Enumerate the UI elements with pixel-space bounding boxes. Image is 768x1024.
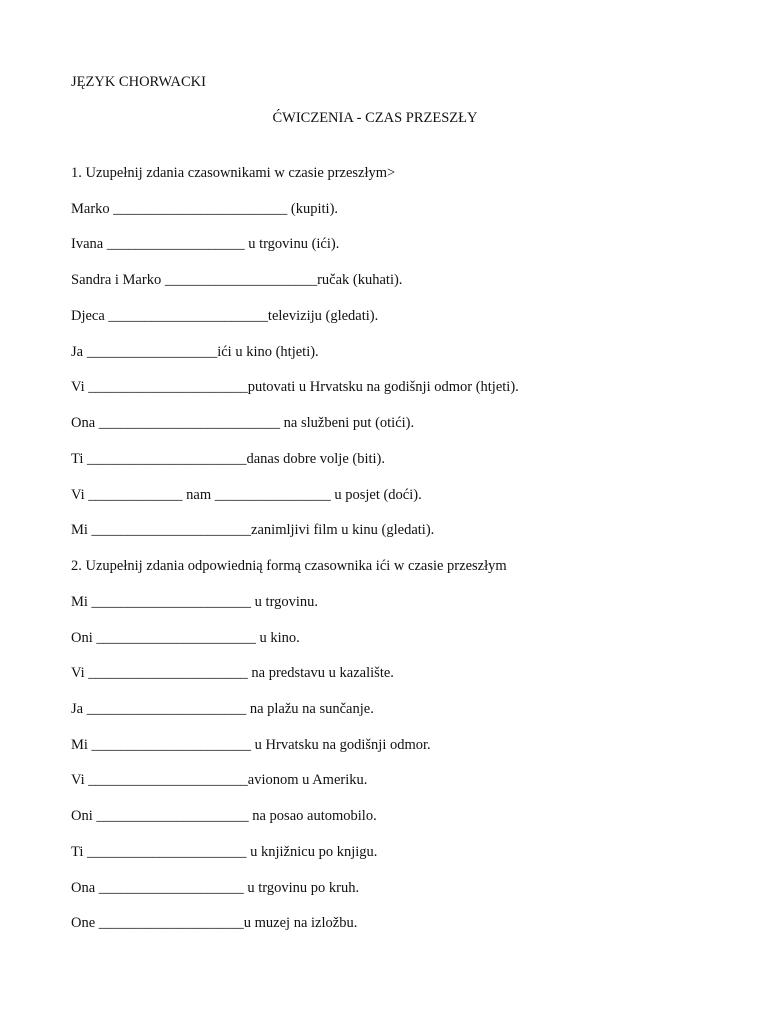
exercise1-sentence-3: Sandra i Marko _____________________ručak (kuhati). xyxy=(71,272,403,288)
exercise2-sentence-9: Ona ____________________ u trgovinu po kruh. xyxy=(71,880,360,896)
exercise1-instruction: 1. Uzupełnij zdania czasownikami w czasie przeszłym> xyxy=(71,165,396,181)
exercise2-sentence-8: Ti ______________________ u knjižnicu po knjigu. xyxy=(71,844,378,860)
exercise1-sentence-9: Vi _____________ nam ________________ u posjet (doći). xyxy=(71,487,422,503)
exercise2-sentence-6: Vi ______________________avionom u Ameriku. xyxy=(71,772,368,788)
exercise1-sentence-2: Ivana ___________________ u trgovinu (ići). xyxy=(71,236,340,252)
page-title: ĆWICZENIA - CZAS PRZESZŁY xyxy=(272,110,478,126)
language-header: JĘZYK CHORWACKI xyxy=(71,74,206,90)
exercise2-sentence-7: Oni _____________________ na posao automobilo. xyxy=(71,808,377,824)
exercise1-sentence-10: Mi ______________________zanimljivi film u kinu (gledati). xyxy=(71,522,435,538)
exercise2-sentence-3: Vi ______________________ na predstavu u kazalište. xyxy=(71,665,394,681)
exercise2-instruction: 2. Uzupełnij zdania odpowiednią formą czasownika ići w czasie przeszłym xyxy=(71,558,507,574)
exercise2-sentence-4: Ja ______________________ na plažu na sunčanje. xyxy=(71,701,374,717)
exercise1-sentence-8: Ti ______________________danas dobre volje (biti). xyxy=(71,451,386,467)
exercise1-sentence-5: Ja __________________ići u kino (htjeti). xyxy=(71,344,319,360)
exercise2-sentence-10: One ____________________u muzej na izložbu. xyxy=(71,915,358,931)
exercise1-sentence-1: Marko ________________________ (kupiti). xyxy=(71,201,339,217)
exercise2-sentence-2: Oni ______________________ u kino. xyxy=(71,630,300,646)
exercise2-sentence-5: Mi ______________________ u Hrvatsku na godišnji odmor. xyxy=(71,737,431,753)
exercise1-sentence-7: Ona _________________________ na službeni put (otići). xyxy=(71,415,415,431)
exercise1-sentence-4: Djeca ______________________televiziju (gledati). xyxy=(71,308,379,324)
exercise1-sentence-6: Vi ______________________putovati u Hrvatsku na godišnji odmor (htjeti). xyxy=(71,379,519,395)
exercise2-sentence-1: Mi ______________________ u trgovinu. xyxy=(71,594,319,610)
